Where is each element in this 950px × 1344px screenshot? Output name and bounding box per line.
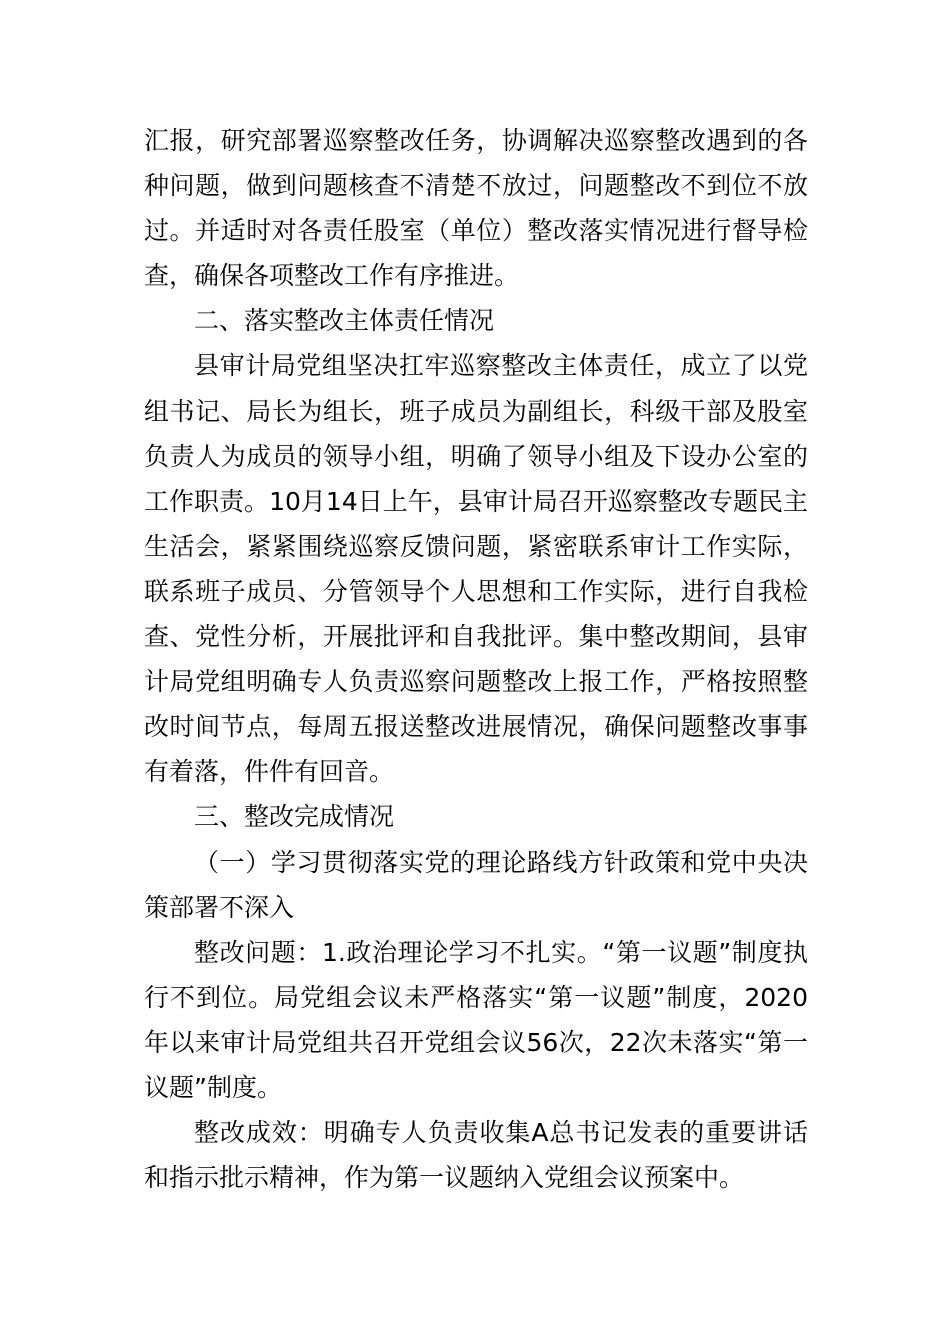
section-heading-responsibility: 二、落实整改主体责任情况 (194, 306, 495, 336)
paragraph-rectification-issue: 整改问题：1.政治理论学习不扎实。“第一议题”制度执行不到位。局党组会议未严格落实“第一议题”制度，2020年以来审计局党组共召开党组会议56次，22次未落实“第一议题”制度。 (144, 937, 808, 1102)
document-body (144, 118, 808, 1200)
paragraph-responsibility: 县审计局党组坚决扛牢巡察整改主体责任，成立了以党组书记、局长为组长，班子成员为副组长，科级干部及股室负责人为成员的领导小组，明确了领导小组及下设办公室的工作职责。10月14日上午，县审计局召开巡察整改专题民主生活会，紧紧围绕巡察反馈问题，紧密联系审计工作实际，联系班子成员、分管领导个人思想和工作实际，进行自我检查、党性分析，开展批评和自我批评。集中整改期间，县审计局党组明确专人负责巡察问题整改上报工作，严格按照整改时间节点，每周五报送整改进展情况，确保问题整改事事有着落，件件有回音。 (144, 351, 808, 787)
paragraph-continued-report: 汇报，研究部署巡察整改任务，协调解决巡察整改遇到的各种问题，做到问题核查不清楚不放过，问题整改不到位不放过。并适时对各责任股室（单位）整改落实情况进行督导检查，确保各项整改工作有序推进。 (144, 126, 808, 291)
section-heading-completion: 三、整改完成情况 (194, 802, 395, 832)
subsection-heading-1: （一）学习贯彻落实党的理论路线方针政策和党中央决策部署不深入 (144, 847, 808, 922)
paragraph-rectification-result: 整改成效：明确专人负责收集A总书记发表的重要讲话和指示批示精神，作为第一议题纳入党组会议预案中。 (144, 1118, 808, 1193)
